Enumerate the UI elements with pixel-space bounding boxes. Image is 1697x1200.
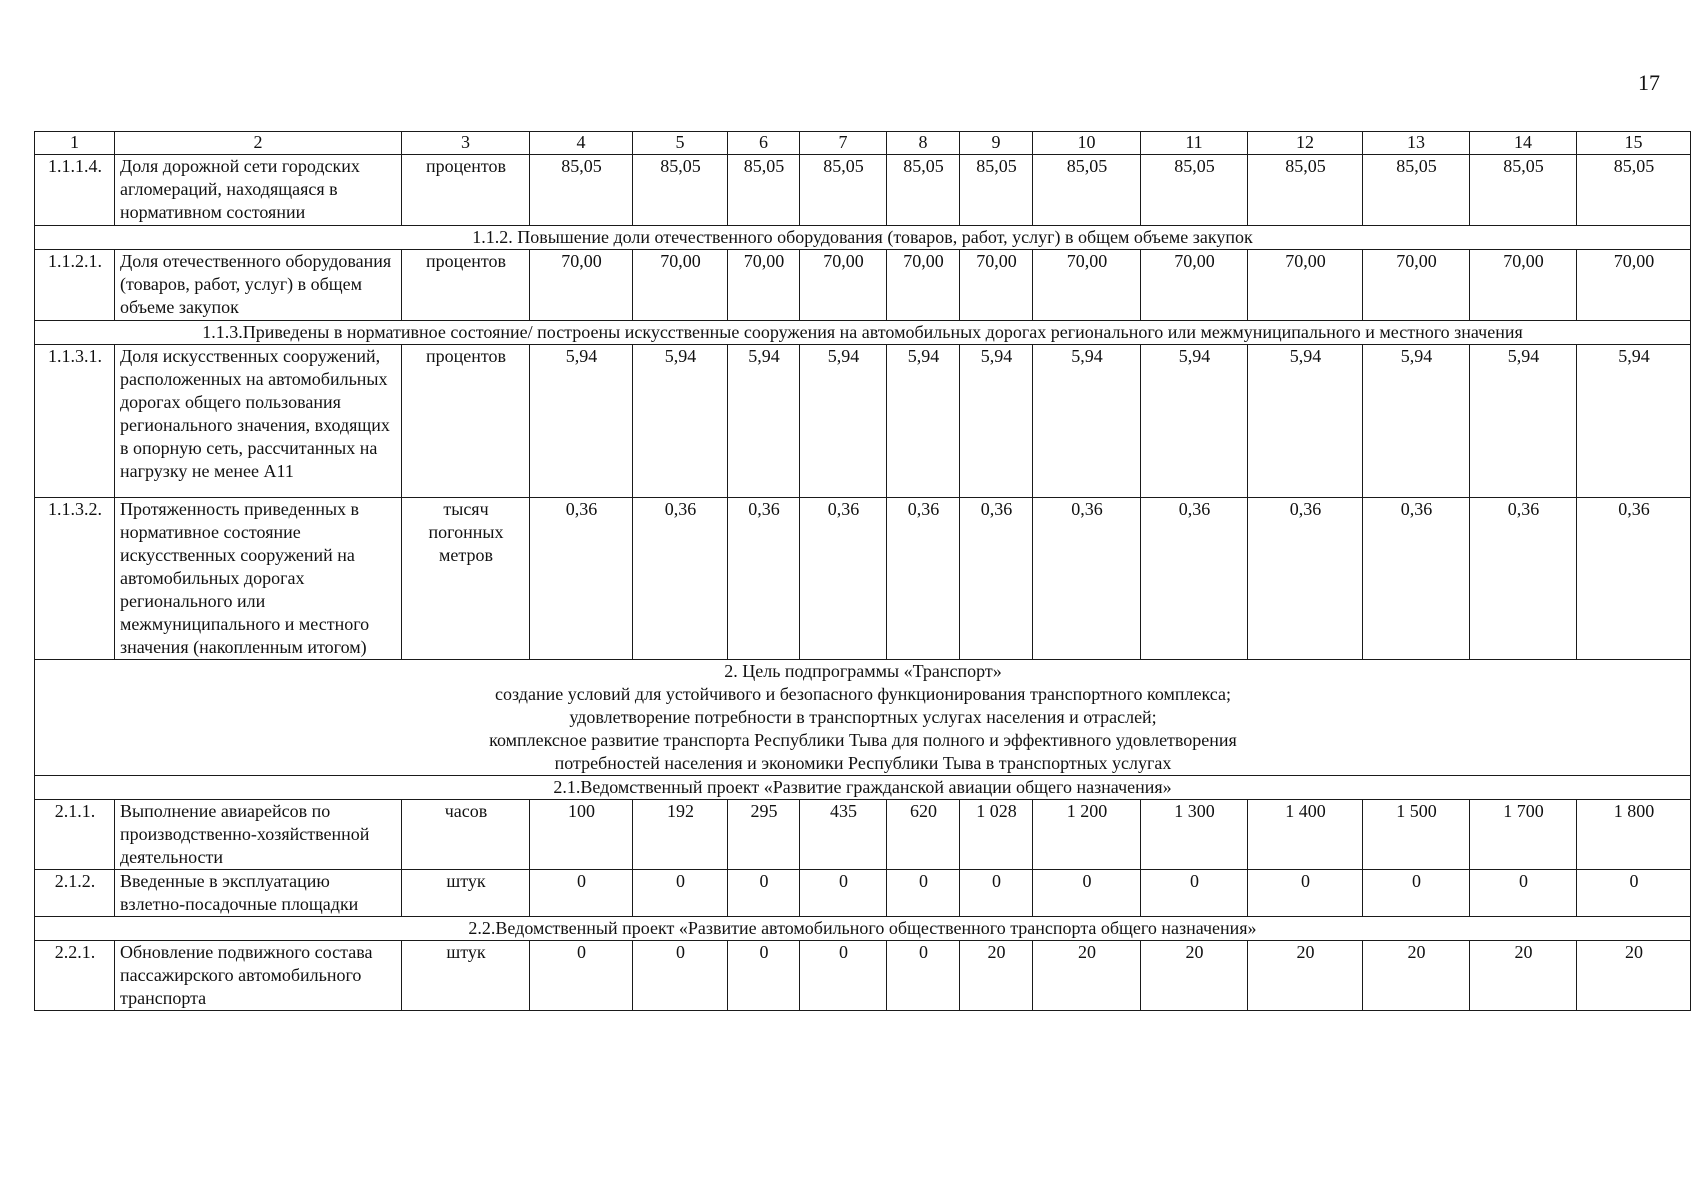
indicator-value: 70,00 (1470, 250, 1577, 321)
indicator-value: 5,94 (887, 345, 960, 498)
table-row (35, 498, 1691, 660)
indicator-unit: тысяч погонных метров (402, 498, 530, 660)
indicator-value: 5,94 (633, 345, 728, 498)
indicator-name: Доля отечественного оборудования (товаров, работ, услуг) в общем объеме закупок (115, 250, 402, 321)
indicator-value: 1 500 (1363, 800, 1470, 870)
indicator-value: 20 (960, 941, 1033, 1011)
indicator-value: 85,05 (633, 155, 728, 226)
goal-line: комплексное развитие транспорта Республики Тыва для полного и эффективного удовлетворения (489, 730, 1237, 750)
column-number: 11 (1141, 132, 1248, 155)
table-row (35, 155, 1691, 226)
indicator-value: 70,00 (1248, 250, 1363, 321)
indicator-value: 5,94 (1577, 345, 1691, 498)
indicator-value: 0,36 (800, 498, 887, 660)
indicator-code: 2.2.1. (35, 941, 115, 1011)
indicator-value: 20 (1033, 941, 1141, 1011)
column-number: 9 (960, 132, 1033, 155)
table-row (35, 800, 1691, 870)
indicator-value: 70,00 (1033, 250, 1141, 321)
indicator-value: 0 (728, 941, 800, 1011)
indicator-value: 85,05 (1141, 155, 1248, 226)
indicator-value: 70,00 (1141, 250, 1248, 321)
section-header-row (35, 917, 1691, 941)
indicator-value: 0,36 (633, 498, 728, 660)
column-number: 12 (1248, 132, 1363, 155)
column-number: 14 (1470, 132, 1577, 155)
indicator-name: Протяженность приведенных в нормативное состояние искусственных сооружений на автомобильных дорогах регионального или межмуниципального и местного значения (накопленным итогом) (115, 498, 402, 660)
indicator-value: 0 (530, 941, 633, 1011)
indicator-value: 0,36 (1141, 498, 1248, 660)
page-number: 17 (1638, 70, 1660, 95)
indicator-name: Доля искусственных сооружений, расположенных на автомобильных дорогах общего пользования регионального значения, входящих в опорную сеть, рассчитанных на нагрузку не менее А11 (115, 345, 402, 498)
indicator-value: 85,05 (1577, 155, 1691, 226)
indicator-unit: часов (402, 800, 530, 870)
table-body (35, 132, 1691, 1011)
indicator-value: 20 (1363, 941, 1470, 1011)
indicator-value: 0 (728, 870, 800, 917)
indicator-value: 20 (1141, 941, 1248, 1011)
indicator-value: 1 800 (1577, 800, 1691, 870)
indicator-value: 0 (1141, 870, 1248, 917)
table-row (35, 250, 1691, 321)
indicator-value: 0,36 (960, 498, 1033, 660)
column-number-row (35, 132, 1691, 155)
indicator-value: 0 (887, 941, 960, 1011)
indicator-code: 1.1.2.1. (35, 250, 115, 321)
indicator-value: 85,05 (1248, 155, 1363, 226)
indicator-value: 0,36 (1363, 498, 1470, 660)
indicator-value: 5,94 (1248, 345, 1363, 498)
indicator-value: 1 300 (1141, 800, 1248, 870)
indicator-unit: процентов (402, 345, 530, 498)
table-row (35, 941, 1691, 1011)
indicator-value: 85,05 (800, 155, 887, 226)
indicator-value: 85,05 (530, 155, 633, 226)
indicator-unit: процентов (402, 155, 530, 226)
column-number: 2 (115, 132, 402, 155)
column-number: 4 (530, 132, 633, 155)
section-header-row (35, 226, 1691, 250)
indicator-value: 70,00 (887, 250, 960, 321)
indicator-code: 2.1.2. (35, 870, 115, 917)
indicator-value: 20 (1577, 941, 1691, 1011)
section-header-row (35, 321, 1691, 345)
indicator-value: 192 (633, 800, 728, 870)
section-title: 2.2.Ведомственный проект «Развитие автомобильного общественного транспорта общего назначения» (35, 917, 1691, 941)
indicator-unit: штук (402, 870, 530, 917)
indicator-value: 0 (633, 870, 728, 917)
indicator-value: 70,00 (960, 250, 1033, 321)
goal-line: 2. Цель подпрограммы «Транспорт» (724, 661, 1002, 681)
indicator-value: 5,94 (960, 345, 1033, 498)
indicator-value: 70,00 (530, 250, 633, 321)
indicator-value: 0,36 (728, 498, 800, 660)
indicator-unit: процентов (402, 250, 530, 321)
indicator-value: 1 200 (1033, 800, 1141, 870)
column-number: 5 (633, 132, 728, 155)
indicator-value: 5,94 (1141, 345, 1248, 498)
column-number: 1 (35, 132, 115, 155)
column-number: 13 (1363, 132, 1470, 155)
indicator-value: 5,94 (728, 345, 800, 498)
indicator-code: 1.1.3.1. (35, 345, 115, 498)
indicator-value: 20 (1248, 941, 1363, 1011)
section-title: 2.1.Ведомственный проект «Развитие гражданской авиации общего назначения» (35, 776, 1691, 800)
indicator-value: 0,36 (1470, 498, 1577, 660)
indicator-value: 1 700 (1470, 800, 1577, 870)
indicator-value: 0 (633, 941, 728, 1011)
indicator-value: 5,94 (1470, 345, 1577, 498)
indicator-unit: штук (402, 941, 530, 1011)
indicator-value: 5,94 (530, 345, 633, 498)
column-number: 8 (887, 132, 960, 155)
table-row (35, 345, 1691, 498)
indicator-code: 1.1.3.2. (35, 498, 115, 660)
indicator-value: 70,00 (728, 250, 800, 321)
section-header-row (35, 776, 1691, 800)
indicator-value: 0 (530, 870, 633, 917)
indicator-value: 0,36 (1248, 498, 1363, 660)
goal-line: удовлетворение потребности в транспортных услугах населения и отраслей; (569, 707, 1157, 727)
column-number: 15 (1577, 132, 1691, 155)
indicator-value: 5,94 (1363, 345, 1470, 498)
goal-row (35, 660, 1691, 776)
indicator-value: 0,36 (1577, 498, 1691, 660)
indicator-value: 0 (1033, 870, 1141, 917)
indicator-value: 5,94 (1033, 345, 1141, 498)
indicator-value: 100 (530, 800, 633, 870)
indicator-value: 0 (960, 870, 1033, 917)
column-number: 3 (402, 132, 530, 155)
indicator-name: Выполнение авиарейсов по производственно-хозяйственной деятельности (115, 800, 402, 870)
indicator-value: 85,05 (1470, 155, 1577, 226)
indicator-value: 0 (887, 870, 960, 917)
column-number: 7 (800, 132, 887, 155)
indicator-value: 70,00 (800, 250, 887, 321)
indicator-code: 2.1.1. (35, 800, 115, 870)
indicator-value: 0 (1470, 870, 1577, 917)
indicator-value: 0 (1577, 870, 1691, 917)
indicator-value: 1 400 (1248, 800, 1363, 870)
section-title: 1.1.3.Приведены в нормативное состояние/ построены искусственные сооружения на автомобильных дорогах регионального или межмуниципального и местного значения (35, 321, 1691, 345)
column-number: 6 (728, 132, 800, 155)
indicator-value: 0 (800, 941, 887, 1011)
indicator-name: Доля дорожной сети городских агломераций, находящаяся в нормативном состоянии (115, 155, 402, 226)
indicator-value: 85,05 (960, 155, 1033, 226)
indicator-value: 85,05 (887, 155, 960, 226)
indicator-value: 620 (887, 800, 960, 870)
indicator-value: 295 (728, 800, 800, 870)
indicator-value: 70,00 (633, 250, 728, 321)
indicator-value: 0 (800, 870, 887, 917)
table-row (35, 870, 1691, 917)
indicator-value: 435 (800, 800, 887, 870)
indicator-value: 5,94 (800, 345, 887, 498)
indicator-value: 70,00 (1577, 250, 1691, 321)
indicator-value: 20 (1470, 941, 1577, 1011)
goal-line: потребностей населения и экономики Республики Тыва в транспортных услугах (554, 753, 1172, 773)
indicator-value: 85,05 (1363, 155, 1470, 226)
indicator-value: 1 028 (960, 800, 1033, 870)
indicator-value: 85,05 (728, 155, 800, 226)
indicator-code: 1.1.1.4. (35, 155, 115, 226)
indicator-value: 70,00 (1363, 250, 1470, 321)
column-number: 10 (1033, 132, 1141, 155)
indicator-value: 0,36 (530, 498, 633, 660)
indicator-name: Введенные в эксплуатацию взлетно-посадочные площадки (115, 870, 402, 917)
indicator-value: 0 (1363, 870, 1470, 917)
goal-block (35, 660, 1691, 776)
goal-line: создание условий для устойчивого и безопасного функционирования транспортного комплекса; (495, 684, 1231, 704)
section-title: 1.1.2. Повышение доли отечественного оборудования (товаров, работ, услуг) в общем объеме закупок (35, 226, 1691, 250)
indicator-value: 0 (1248, 870, 1363, 917)
indicator-name: Обновление подвижного состава пассажирского автомобильного транспорта (115, 941, 402, 1011)
indicator-value: 85,05 (1033, 155, 1141, 226)
indicator-value: 0,36 (1033, 498, 1141, 660)
indicators-table (34, 131, 1691, 1011)
indicator-value: 0,36 (887, 498, 960, 660)
